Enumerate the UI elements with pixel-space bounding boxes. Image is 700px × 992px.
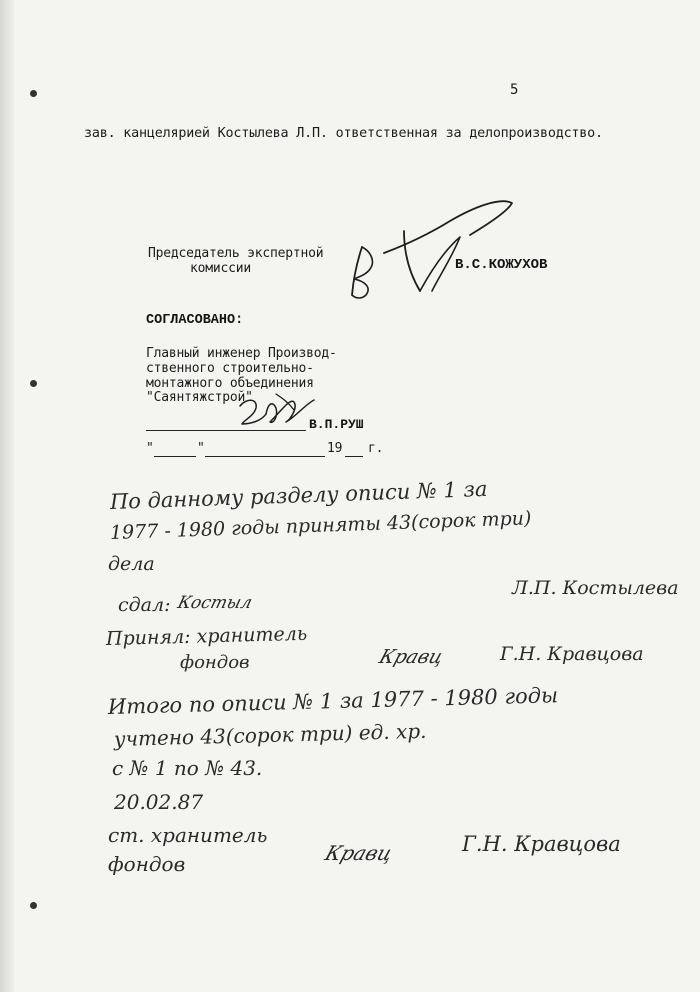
date-open-quote: " <box>146 441 154 456</box>
note1-line1: По данному разделу описи № 1 за <box>109 476 488 514</box>
chairman-title-line1: Председатель экспертной <box>148 246 324 261</box>
note1-line2: 1977 - 1980 годы приняты 43(сорок три) <box>109 507 532 544</box>
received-signature: Кравц <box>376 646 447 668</box>
approved-line1: Главный инженер Производ- <box>146 346 337 361</box>
approved-line4: "Саянтяжстрой" <box>146 390 253 405</box>
date-month-blank <box>205 456 325 457</box>
date-day-blank <box>154 456 196 457</box>
punch-hole <box>30 90 37 97</box>
approver-signature <box>232 388 322 433</box>
note1-signer: Л.П. Костылева <box>512 577 679 599</box>
final-title-line2: фондов <box>108 852 186 876</box>
date-year-prefix: 19 <box>327 441 343 456</box>
chairman-title-line2: комиссии <box>190 261 252 276</box>
date-year-suffix: г. <box>368 441 384 456</box>
approved-line2: ственного строительно- <box>146 361 314 376</box>
received-label: Принял: хранитель <box>105 622 308 650</box>
chairman-name: В.С.КОЖУХОВ <box>455 257 548 273</box>
note2-line1: Итого по описи № 1 за 1977 - 1980 годы <box>107 683 559 719</box>
handed-label: сдал: <box>118 594 171 616</box>
approved-name: В.П.РУШ <box>309 417 364 432</box>
note2-line2: учтено 43(сорок три) ед. хр. <box>113 718 427 751</box>
date-close-quote: " <box>197 441 205 456</box>
chairman-signature <box>340 195 520 305</box>
note2-line3: с № 1 по № 43. <box>112 756 263 780</box>
final-title-line1: ст. хранитель <box>108 823 268 847</box>
punch-hole <box>30 380 37 387</box>
final-name: Г.Н. Кравцова <box>462 832 621 856</box>
final-date: 20.02.87 <box>114 790 204 814</box>
final-signature: Кравц <box>322 841 396 865</box>
received-name: Г.Н. Кравцова <box>500 643 644 665</box>
approved-line3: монтажного объединения <box>146 376 314 391</box>
received-label2: фондов <box>180 652 250 673</box>
intro-line: зав. канцелярией Костылева Л.П. ответственная за делопроизводство. <box>84 126 603 141</box>
page-number: 5 <box>510 82 519 98</box>
handed-signature: Костыл <box>175 593 255 613</box>
approved-heading: СОГЛАСОВАНО: <box>146 313 244 328</box>
date-year-blank <box>345 456 363 457</box>
punch-hole <box>30 902 37 909</box>
note1-line3: дела <box>108 553 155 575</box>
